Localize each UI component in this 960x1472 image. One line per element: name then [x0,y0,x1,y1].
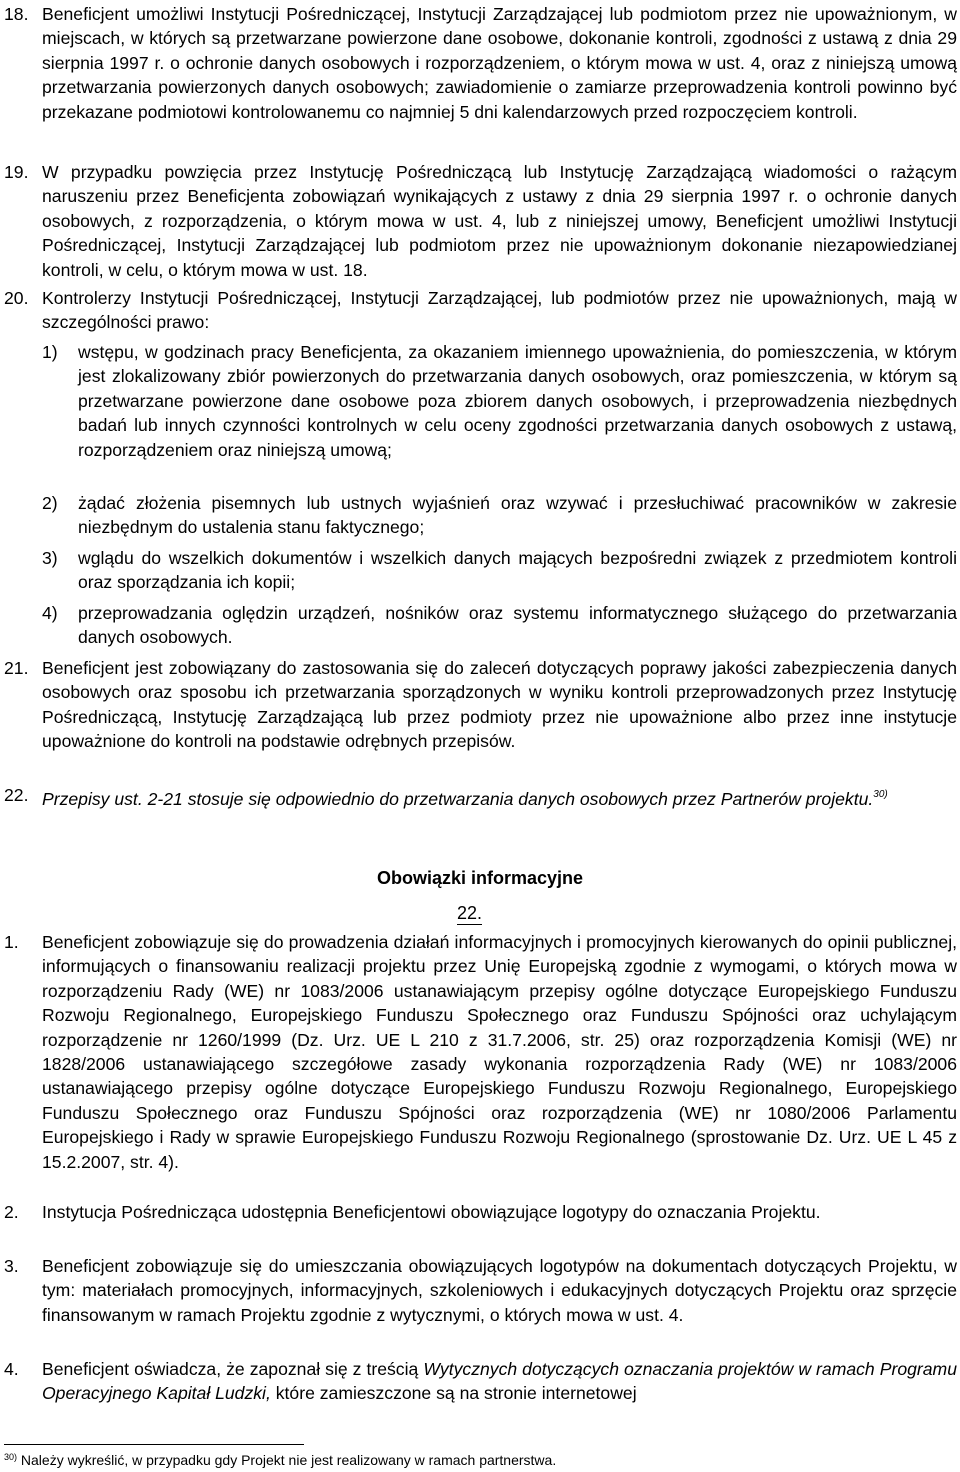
item-number: 20. [4,288,29,308]
item-number: 21. [4,658,29,678]
item-text [42,783,957,811]
item-text-part: Beneficjent oświadcza, że zapoznał się z treścią [42,1359,424,1379]
item-text: Kontrolerzy Instytucji Pośredniczącej, Instytucji Zarządzającej, lub podmiotów przez nie upoważnionych, mają w szczególności prawo: [42,288,957,333]
footnote-mark: 30) [4,1452,18,1462]
item-text: Beneficjent zobowiązuje się do umieszczania obowiązujących logotypów na dokumentach dotyczących Projektu, w tym: materiałach promocyjnych, informacyjnych, szkoleniowych i edukacyjnych dotyczących Projektu oraz sprzęcie finansowanym w ramach Projektu zgodnie z wytycznymi, o których mowa w ust. 4. [42,1256,957,1325]
item-text-body: Przepisy ust. 2-21 stosuje się odpowiednio do przetwarzania danych osobowych przez Partnerów projektu. [42,789,874,809]
sub-item-text: wglądu do wszelkich dokumentów i wszelkich danych mających bezpośredni związek z przedmiotem kontroli oraz sporządzania ich kopii; [78,548,957,593]
item-number: 2. [4,1202,19,1222]
footnote-reference[interactable]: 30) [873,789,888,800]
sub-item-number: 3) [42,548,58,568]
sub-item-text: przeprowadzania oględzin urządzeń, nośników oraz systemu informatycznego służącego do przetwarzania danych osobowych. [78,603,957,648]
list-item [0,160,957,282]
sub-item-number: 2) [42,493,58,513]
guidelines-title: Wytycznych dotyczących oznaczania projektów w ramach Programu Operacyjnego Kapitał Ludzki, [42,1359,957,1404]
item-number: 19. [4,162,29,182]
list-item [0,783,957,811]
section-title: Obowiązki informacyjne [376,868,584,888]
item-text: Beneficjent jest zobowiązany do zastosowania się do zaleceń dotyczących poprawy jakości zabezpieczenia danych osobowych oraz sposobu ich przetwarzania sporządzonych w wyniku kontroli przeprowadzonych przez Instytucję Pośredniczącą, Instytucję Zarządzającą lub przez podmioty przez nie upoważnione albo przez inne instytucje upoważnione do kontroli na podstawie odrębnych przepisów. [42,658,957,752]
sub-list-item [42,546,957,595]
footnote-divider [4,1444,304,1445]
list-item [0,2,957,124]
item-number: 1. [4,932,19,952]
item-number: 3. [4,1256,19,1276]
sub-list-item [42,491,957,540]
sub-list-item [42,340,957,462]
sub-item-number: 4) [42,603,58,623]
item-number: 18. [4,4,29,24]
paragraph-number: 22. [457,901,482,925]
sub-list-item [42,601,957,650]
list-item [0,1254,957,1327]
footnote-text: Należy wykreślić, w przypadku gdy Projekt nie jest realizowany w ramach partnerstwa. [20,1452,557,1468]
item-text-part: które zamieszczone są na stronie internetowej [270,1383,637,1404]
item-number: 22. [4,785,29,805]
item-text [42,1357,957,1406]
sub-item-number: 1) [42,342,58,362]
item-text: Beneficjent zobowiązuje się do prowadzenia działań informacyjnych i promocyjnych kierowanych do opinii publicznej, informujących o finansowaniu realizacji projektu przez Unię Europejską zgodnie z wymogami, o których mowa w rozporządzeniu Rady (WE) nr 1083/2006 ustanawiającym przepisy ogólne dotyczące Europejskiego Funduszu Rozwoju Regionalnego, Europejskiego Funduszu Społecznego oraz Funduszu Spójności oraz uchylającym rozporządzenie nr 1260/1999 (Dz. Urz. UE L 210 z 31.7.2006, str. 25) oraz rozporządzenia Komisji (WE) nr 1828/2006 ustanawiającego szczegółowe zasady wykonania rozporządzenia Rady (WE) nr 1083/2006 ustanawiającego przepisy ogólne dotyczące Europejskiego Funduszu Rozwoju Regionalnego, Europejskiego Funduszu Społecznego oraz Funduszu Spójności oraz rozporządzenia (WE) nr 1080/2006 Parlamentu Europejskiego i Rady w sprawie Europejskiego Funduszu Rozwoju Regionalnego (sprostowanie Dz. Urz. UE L 45 z 15.2.2007, str. 4). [42,932,957,1172]
item-text: Instytucja Pośrednicząca udostępnia Beneficjentowi obowiązujące logotypy do oznaczania Projektu. [42,1202,821,1222]
list-item [0,930,957,1174]
list-item [0,1200,957,1224]
sub-item-text: wstępu, w godzinach pracy Beneficjenta, za okazaniem imiennego upoważnienia, do pomieszczenia, w którym jest zlokalizowany zbiór powierzonych do przetwarzania danych osobowych, oraz pomieszczenia, w którym są przetwarzane powierzone dane osobowe poza zbiorem danych osobowych, i przeprowadzenia niezbędnych badań lub innych czynności kontrolnych w celu oceny zgodności przetwarzania danych osobowych z ustawą, rozporządzeniem oraz niniejszą umową; [78,342,957,460]
list-item [0,286,957,335]
footnote [4,1448,556,1469]
list-item [0,1357,957,1406]
item-text: Beneficjent umożliwi Instytucji Pośredniczącej, Instytucji Zarządzającej lub podmiotom przez nie upoważnionym, w miejscach, w których są przetwarzane powierzone dane osobowe, dokonanie kontroli, zgodności z ustawą z dnia 29 sierpnia 1997 r. o ochronie danych osobowych i rozporządzeniem, o którym mowa w ust. 4, oraz z niniejszą umową przetwarzania powierzonych danych osobowych; zawiadomienie o zamiarze przeprowadzenia kontroli powinno być przekazane podmiotowi kontrolowanemu co najmniej 5 dni kalendarzowych przed rozpoczęciem kontroli. [42,4,957,122]
list-item [0,656,957,754]
item-text: W przypadku powzięcia przez Instytucję Pośredniczącą lub Instytucję Zarządzającą wiadomości o rażącym naruszeniu przez Beneficjenta zobowiązań wynikających z ustawy z dnia 29 sierpnia 1997 r. o ochronie danych osobowych, z rozporządzenia, o którym mowa w ust. 4, lub z niniejszej umowy, Beneficjent umożliwi Instytucji Pośredniczącej, Instytucji Zarządzającej lub podmiotom przez nie upoważnionym dokonanie niezapowiedzianej kontroli, w celu, o którym mowa w ust. 18. [42,162,957,280]
item-number: 4. [4,1359,19,1379]
sub-item-text: żądać złożenia pisemnych lub ustnych wyjaśnień oraz wzywać i przesłuchiwać pracowników w zakresie niezbędnym do ustalenia stanu faktycznego; [78,493,957,538]
